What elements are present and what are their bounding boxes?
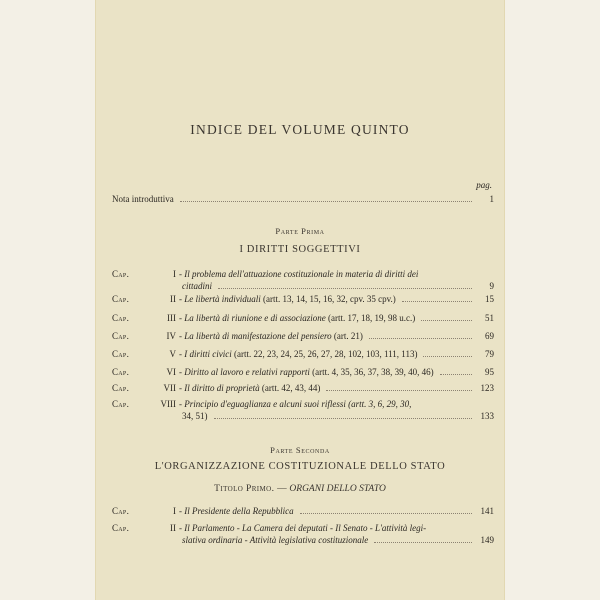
toc-entry-intro[interactable]	[112, 193, 494, 205]
dot-leader	[326, 390, 472, 391]
titolo-label: Titolo Primo. —	[214, 484, 288, 494]
toc-entry[interactable]	[112, 293, 494, 305]
entry-page: 133	[480, 411, 494, 421]
entry-page: 79	[485, 349, 494, 359]
dot-leader	[218, 288, 472, 289]
entry-page: 95	[485, 367, 494, 377]
chapter-number: VI	[166, 367, 176, 377]
chapter-number: VIII	[160, 399, 176, 409]
entry-title: - La libertà di riunione e di associazione	[179, 313, 326, 323]
part-heading: L'ORGANIZZAZIONE COSTITUZIONALE DELLO STATO	[154, 461, 446, 472]
toc-entry[interactable]	[112, 522, 494, 546]
part-label: Parte Seconda	[270, 445, 330, 455]
entry-page: 15	[485, 294, 494, 304]
entry-title: - La libertà di manifestazione del pensiero	[179, 331, 332, 341]
entry-articles: (artt. 22, 23, 24, 25, 26, 27, 28, 102, 103, 111, 113)	[233, 349, 418, 359]
entry-title: - Il diritto di proprietà	[179, 383, 260, 393]
chapter-label: Cap.	[112, 313, 130, 323]
titolo-name: ORGANI DELLO STATO	[289, 484, 386, 494]
title-subheading	[96, 484, 504, 494]
chapter-label: Cap.	[112, 523, 130, 533]
entry-title: - Il Parlamento - La Camera dei deputati - Il Senato - L'attività legi-	[179, 523, 427, 533]
chapter-number: II	[170, 523, 176, 533]
entry-title: Nota introduttiva	[112, 194, 174, 204]
entry-title-continued: slativa ordinaria - Attività legislativa costituzionale	[182, 535, 369, 545]
chapter-label: Cap.	[112, 367, 130, 377]
dot-leader	[402, 301, 472, 302]
entry-title: - Le libertà individuali	[179, 294, 261, 304]
entry-page: 1	[489, 194, 494, 204]
chapter-label: Cap.	[112, 331, 130, 341]
entry-articles: (artt. 17, 18, 19, 98 u.c.)	[328, 313, 416, 323]
dot-leader	[180, 201, 472, 202]
book-page	[96, 0, 504, 600]
chapter-label: Cap.	[112, 383, 130, 393]
chapter-number: VII	[163, 383, 176, 393]
chapter-label: Cap.	[112, 399, 130, 409]
entry-title: - I diritti civici	[179, 349, 232, 359]
toc-entry[interactable]	[112, 505, 494, 517]
entry-page: 141	[480, 506, 494, 516]
chapter-label: Cap.	[112, 269, 130, 279]
chapter-number: I	[173, 269, 176, 279]
toc-entry[interactable]	[112, 348, 494, 360]
part-label: Parte Prima	[275, 226, 325, 236]
dot-leader	[374, 542, 472, 543]
toc-entry[interactable]	[112, 398, 494, 422]
entry-page: 149	[480, 535, 494, 545]
dot-leader	[214, 418, 473, 419]
chapter-label: Cap.	[112, 294, 130, 304]
chapter-label: Cap.	[112, 349, 130, 359]
dot-leader	[421, 320, 472, 321]
entry-articles: (art. 21)	[333, 331, 363, 341]
entry-articles: (artt. 13, 14, 15, 16, 32, cpv. 35 cpv.)	[263, 294, 396, 304]
toc-entry[interactable]	[112, 312, 494, 324]
dot-leader	[423, 356, 472, 357]
entry-title-continued: cittadini	[182, 281, 212, 291]
entry-title: - Diritto al lavoro e relativi rapporti	[179, 367, 310, 377]
entry-title: - Il problema dell'attuazione costituzionale in materia di diritti dei	[179, 269, 419, 279]
entry-title: - Principio d'eguaglianza e alcuni suoi riflessi (artt. 3, 6, 29, 30,	[179, 399, 412, 409]
dot-leader	[440, 374, 472, 375]
entry-title-continued: 34, 51)	[182, 411, 208, 421]
toc-entry[interactable]	[112, 268, 494, 292]
chapter-number: IV	[166, 331, 176, 341]
toc-entry[interactable]	[112, 330, 494, 342]
chapter-label: Cap.	[112, 506, 130, 516]
entry-page: 51	[485, 313, 494, 323]
entry-title: - Il Presidente della Repubblica	[179, 506, 294, 516]
dot-leader	[300, 513, 472, 514]
chapter-number: III	[167, 313, 176, 323]
toc-entry[interactable]	[112, 366, 494, 378]
part-heading: I DIRITTI SOGGETTIVI	[239, 244, 361, 255]
dot-leader	[369, 338, 472, 339]
chapter-number: II	[170, 294, 176, 304]
chapter-number: I	[173, 506, 176, 516]
page-column-label: pag.	[476, 180, 492, 190]
chapter-number: V	[169, 349, 176, 359]
toc-entry[interactable]	[112, 382, 494, 394]
page-title: INDICE DEL VOLUME QUINTO	[190, 122, 410, 137]
entry-page: 123	[480, 383, 494, 393]
entry-articles: (artt. 42, 43, 44)	[261, 383, 321, 393]
entry-articles: (artt. 4, 35, 36, 37, 38, 39, 40, 46)	[312, 367, 434, 377]
entry-page: 9	[489, 281, 494, 291]
entry-page: 69	[485, 331, 494, 341]
